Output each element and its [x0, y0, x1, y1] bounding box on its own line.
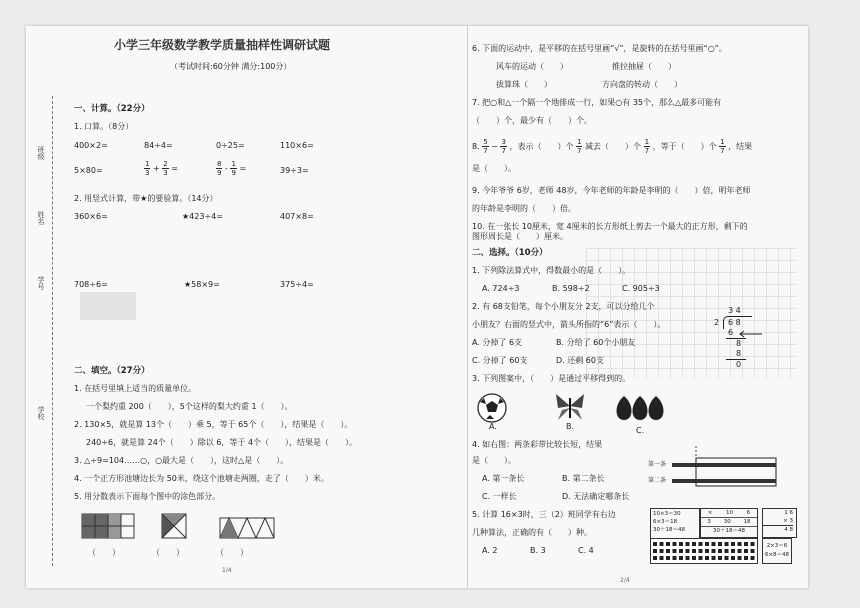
method-line: 10×3＝30 [653, 511, 681, 517]
dot [686, 549, 690, 553]
dot [744, 556, 748, 560]
soccer-ball-icon [478, 394, 506, 422]
dot [673, 549, 677, 553]
choice-q4: 4. 如右图：两条彩带比较长短，结果 [472, 440, 603, 449]
exam-subtitle: （考试时间:60分钟 满分:100分） [170, 62, 292, 71]
dot [660, 556, 664, 560]
choice-option: B. 598÷2 [552, 284, 590, 293]
division-step: 6 [728, 328, 734, 337]
shaded-square-figure [162, 514, 186, 538]
grid-cell: 3 [707, 519, 711, 525]
choice-option: D. 还剩 60支 [556, 356, 604, 365]
method-line: 6×8＝48 [764, 552, 790, 558]
exam-title: 小学三年级数学教学质量抽样性调研试题 [114, 38, 331, 52]
ribbon-diagram [672, 444, 788, 488]
grid-cell: 10 [726, 510, 734, 516]
page-number-left: 1/4 [222, 567, 232, 574]
fill-q: 一个梨约重 200（ ），5个这样的梨大约重 1（ ）。 [86, 402, 293, 411]
division-quotient: 3 4 [728, 306, 741, 315]
side-label-number: 学号 [37, 276, 45, 290]
oral-item: 110×6= [280, 141, 314, 150]
answer-blank: （ ） [216, 548, 248, 557]
dot-array-figure [650, 538, 758, 564]
method-line: 1 6 [784, 510, 793, 516]
dot [751, 542, 755, 546]
choice-option: B. 分给了 60个小朋友 [556, 338, 636, 347]
vertical-item: ★58×9= [184, 280, 220, 289]
q9-cont: 的年龄是李明的（ ）倍。 [472, 204, 576, 213]
fill-q: 4. 一个正方形池塘边长为 50米，绕这个池塘走两圈，走了（ ）米。 [74, 474, 329, 483]
fraction: $\frac{3}{7}$ [501, 138, 506, 155]
butterfly-icon [556, 394, 584, 420]
dot [725, 549, 729, 553]
dot [751, 549, 755, 553]
choice-option: A. 724÷3 [482, 284, 520, 293]
q6-item: 风车的运动（ ） [496, 62, 568, 71]
method-line: 30＋18＝48 [713, 528, 745, 534]
ribbon-label-2: 第二条 [648, 477, 667, 484]
grid-cell: 18 [743, 519, 751, 525]
q6-item: 推拉抽屉（ ） [612, 62, 676, 71]
dot [692, 556, 696, 560]
dot [725, 542, 729, 546]
oral-item: 39÷3= [280, 166, 309, 175]
fraction: $\frac{1}{7}$ [720, 138, 725, 155]
fraction: $\frac{1}{7}$ [644, 138, 650, 155]
dot [718, 542, 722, 546]
choice-q4-cont: 是（ ）。 [472, 456, 516, 465]
answer-blank: （ ） [88, 548, 120, 557]
method-line: 4 8 [784, 527, 793, 533]
exam-paper [26, 26, 808, 588]
choice-option: A. 分掉了 6支 [472, 338, 523, 347]
division-step: 8 [736, 339, 742, 348]
fraction: $\frac{5}{7}$ [483, 138, 488, 155]
fill-q: 240÷6，就是算 24个（ ）除以 6，等于 4个（ ），结果是（ ）。 [86, 438, 358, 447]
division-step: 8 [736, 349, 742, 358]
dot [712, 556, 716, 560]
q10: 10. 在一张长 10厘米，宽 4厘米的长方形纸上剪去一个最大的正方形，剩下的 [472, 222, 748, 231]
dot [666, 549, 670, 553]
page-number-right: 2/4 [620, 577, 630, 584]
dot [725, 556, 729, 560]
q8-cont: 是（ ）。 [472, 164, 516, 173]
dot [731, 556, 735, 560]
oral-item: 0÷25= [216, 141, 245, 150]
dot [738, 549, 742, 553]
ribbon-label-1: 第一条 [648, 461, 667, 468]
choice-option: A. 第一条长 [482, 474, 525, 483]
choice-option: B. 3 [530, 546, 546, 555]
choice-option: D. 无法确定哪条长 [562, 492, 630, 501]
section-choice-heading: 二、选择。（10分） [472, 248, 548, 258]
dot [673, 556, 677, 560]
dot [731, 549, 735, 553]
dot [705, 556, 709, 560]
pattern-label: A. [489, 422, 497, 431]
dot [653, 542, 657, 546]
fill-q: 2. 130×5，就是算 13个（ ）乘 5，等于 65个（ ），结果是（ ）。 [74, 420, 353, 429]
dot [718, 556, 722, 560]
dot [731, 542, 735, 546]
dot [686, 556, 690, 560]
dot [679, 549, 683, 553]
method-box-3 [762, 508, 797, 538]
choice-option: A. 2 [482, 546, 498, 555]
dot [653, 556, 657, 560]
side-label-class: 班级 [37, 146, 45, 160]
dot [692, 542, 696, 546]
fraction-figures [80, 512, 300, 544]
method-box-5 [762, 538, 792, 564]
method-line: 2×3＝6 [766, 543, 788, 549]
dot [679, 556, 683, 560]
q8: 8. $\frac{5}{7}$ − $\frac{3}{7}$ ，表示（ ）个 $\frac{1}{7}$ 减去（ ）个 $\frac{1}{7}$ ，等于（ ）个 $\frac{1}{7}$ ，结果 [472, 138, 753, 155]
dot [712, 542, 716, 546]
choice-option: C. 4 [578, 546, 594, 555]
method-line: 6×3＝18 [653, 519, 678, 525]
division-divisor: 2 [714, 318, 720, 327]
choice-option: C. 905÷3 [622, 284, 660, 293]
method-box-2 [700, 508, 758, 538]
choice-option: C. 分掉了 60支 [472, 356, 528, 365]
q6: 6. 下面的运动中，是平移的在括号里画“√”，是旋转的在括号里画“○”。 [472, 44, 727, 53]
pattern-label: C. [636, 426, 645, 435]
grid-cell: 6 [746, 510, 751, 516]
division-dividend: 6 8 [728, 318, 741, 327]
fill-q: 3. △÷9=104……○，○最大是（ ），这时△是（ ）。 [74, 456, 289, 465]
dot [679, 542, 683, 546]
fraction-expression-a: $\frac{1}{3}$ + $\frac{2}{3}$ = [145, 160, 178, 177]
choice-q1: 1. 下列除法算式中，得数最小的是（ ）。 [472, 266, 631, 275]
dot [699, 542, 703, 546]
q7-cont: （ ）个，最少有（ ）个。 [472, 116, 592, 125]
dot [660, 549, 664, 553]
fraction: $\frac{1}{3}$ [145, 160, 150, 177]
choice-option: B. 第二条长 [562, 474, 605, 483]
section-fill-heading: 二、填空。（27分） [74, 366, 150, 376]
method-line: × 3 [763, 517, 793, 526]
grid-cell: 30 [723, 519, 731, 525]
vertical-item: 360×6= [74, 212, 108, 221]
dot [699, 556, 703, 560]
dot [738, 556, 742, 560]
shaded-triangle-figure [220, 518, 274, 538]
answer-blank: （ ） [152, 548, 184, 557]
q6-item: 方向盘的转动（ ） [602, 80, 682, 89]
fraction-expression-b: $\frac{8}{9}$ - $\frac{1}{9}$ = [217, 160, 247, 177]
page-fold [467, 26, 468, 588]
q6-item: 拔算珠（ ） [496, 80, 552, 89]
section-calc-heading: 一、计算。（22分） [74, 104, 150, 114]
dot [653, 549, 657, 553]
binding-line [52, 96, 53, 566]
vertical-calc-heading: 2. 用竖式计算，带★的要验算。（14分） [74, 194, 218, 203]
dot [660, 542, 664, 546]
dot [738, 542, 742, 546]
fraction: $\frac{8}{9}$ [217, 160, 222, 177]
dot [712, 549, 716, 553]
vertical-item: ★423÷4= [182, 212, 223, 221]
dot [686, 542, 690, 546]
tree-row-icon [617, 396, 664, 420]
fraction: $\frac{1}{7}$ [577, 138, 582, 155]
vertical-item: 407×8= [280, 212, 314, 221]
dot [666, 542, 670, 546]
oral-calc-heading: 1. 口算。（8分） [74, 122, 134, 131]
side-label-school: 学校 [37, 406, 45, 420]
pattern-label: B. [566, 422, 575, 431]
dot [692, 549, 696, 553]
fill-q: 1. 在括号里填上适当的质量单位。 [74, 384, 197, 393]
fill-q: 5. 用分数表示下面每个图中的涂色部分。 [74, 492, 221, 501]
fraction: $\frac{1}{9}$ [231, 160, 236, 177]
dot [666, 556, 670, 560]
dot [699, 549, 703, 553]
dot [705, 542, 709, 546]
division-step: 0 [736, 360, 742, 369]
choice-q2: 2. 有 68支铅笔，每个小朋友分 2支，可以分给几个 [472, 302, 655, 311]
side-label-name: 姓名 [37, 211, 45, 225]
vertical-item: 375÷4= [280, 280, 314, 289]
dot [718, 549, 722, 553]
vertical-item: 708÷6= [74, 280, 108, 289]
choice-option: C. 一样长 [482, 492, 517, 501]
dot [744, 542, 748, 546]
q9: 9. 今年爷爷 6岁，老师 48岁，今年老师的年龄是李明的（ ）倍，明年老师 [472, 186, 751, 195]
oral-item: 5×80= [74, 166, 103, 175]
arrow-left-icon [738, 330, 764, 338]
q10-cont: 图形周长是（ ）厘米。 [472, 232, 568, 241]
oral-item: 84÷4= [144, 141, 173, 150]
shaded-rectangle-figure [82, 514, 134, 538]
method-box-1 [650, 508, 700, 540]
choice-q2-cont: 小朋友？右面的竖式中，箭头所指的“6”表示（ ）。 [472, 320, 666, 329]
grid-cell: × [707, 510, 713, 516]
dot [744, 549, 748, 553]
q7: 7. 把○和△一个隔一个地排成一行，如果○有 35个，那么△最多可能有 [472, 98, 722, 107]
dot [673, 542, 677, 546]
method-line: 30＋18＝48 [653, 527, 685, 533]
choice-q3: 3. 下列图案中，（ ）是通过平移得到的。 [472, 374, 631, 383]
smudge [80, 292, 136, 320]
choice-q5-cont: 几种算法，正确的有（ ）种。 [472, 528, 592, 537]
oral-item: 400×2= [74, 141, 108, 150]
fraction: $\frac{2}{3}$ [163, 160, 168, 177]
dot [705, 549, 709, 553]
choice-q5: 5. 计算 16×3时，三（2）班同学有右边 [472, 510, 616, 519]
long-division [714, 306, 774, 376]
dot [751, 556, 755, 560]
